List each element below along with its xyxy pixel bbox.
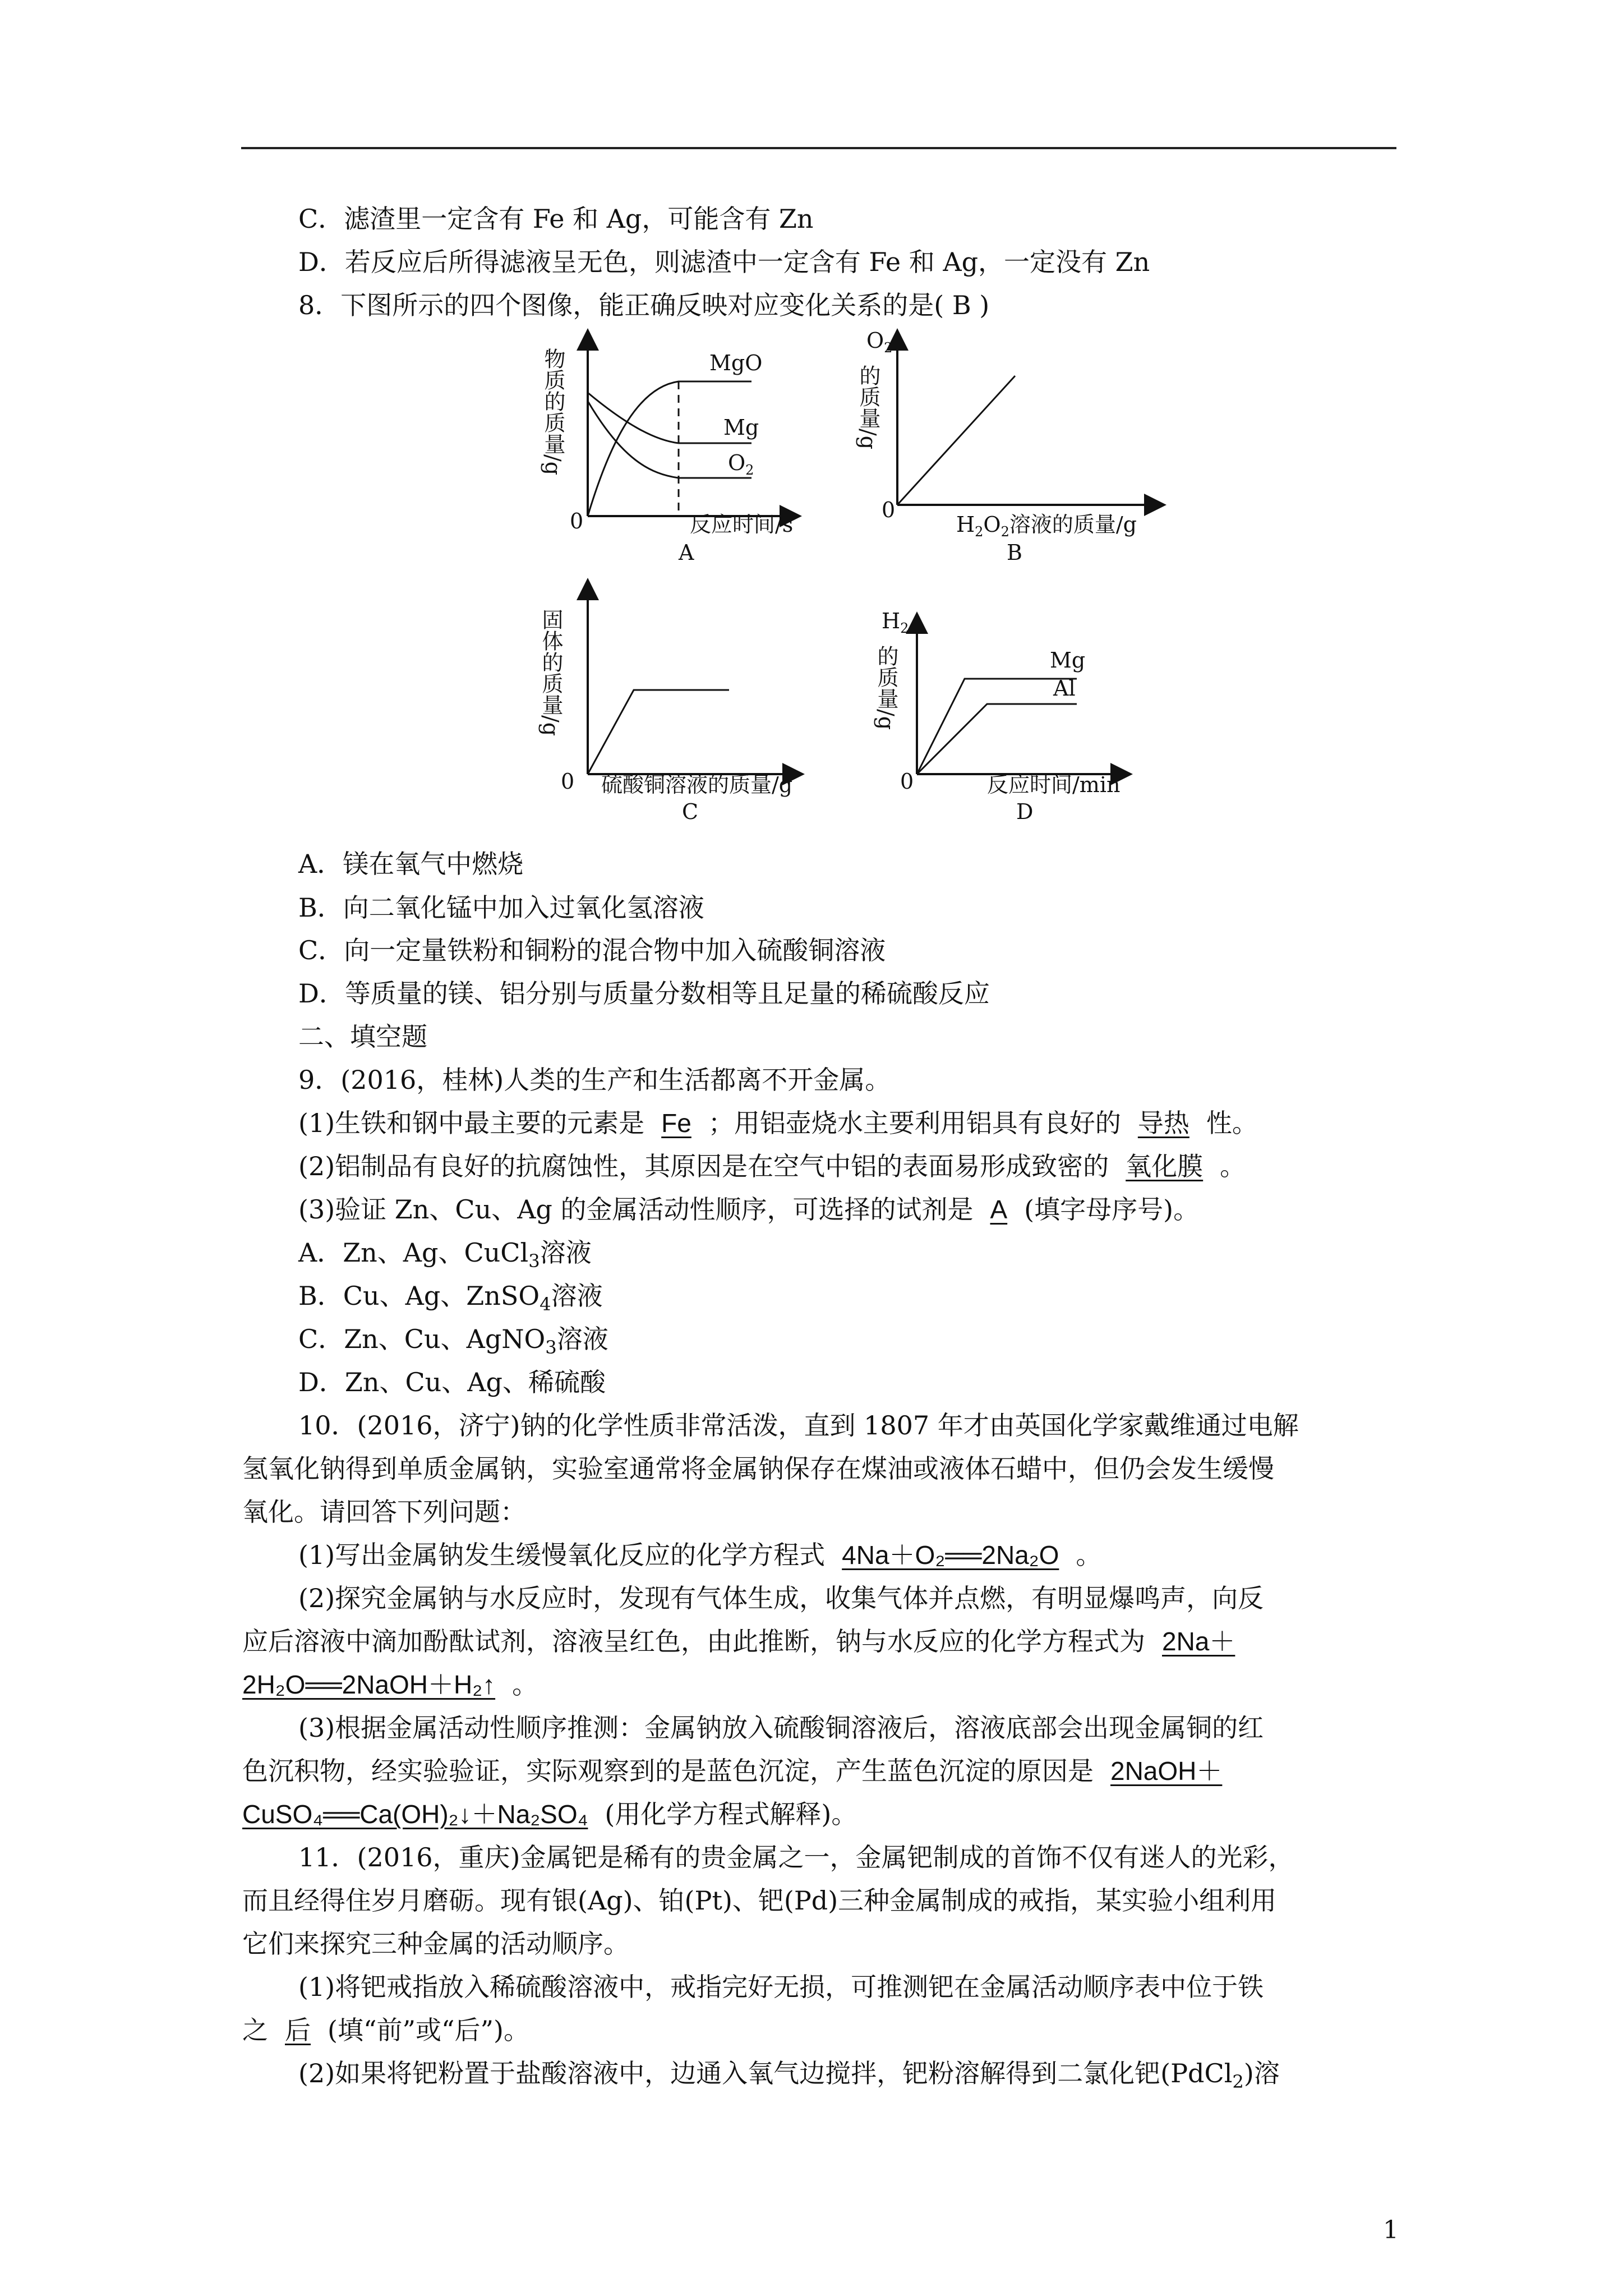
- q11-part1-line2: 之 后 (填“前”或“后”)。: [242, 2015, 529, 2045]
- q9-answer-a: A: [990, 1195, 1008, 1224]
- graph-a-origin: 0: [570, 509, 584, 533]
- q8-option-a: A．镁在氧气中燃烧: [298, 849, 524, 879]
- graph-a-curve-o2: $O_2$: [728, 450, 754, 478]
- q10-part3-line2: 色沉积物，经实验验证，实际观察到的是蓝色沉淀，产生蓝色沉淀的原因是 2NaOH＋: [242, 1754, 1239, 1788]
- q8-stem: 8．下图所示的四个图像，能正确反映对应变化关系的是( B ): [298, 290, 990, 320]
- q10-part3-line1: (3)根据金属活动性顺序推测：金属钠放入硫酸铜溶液后，溶液底部会出现金属铜的红: [298, 1713, 1264, 1743]
- q9-option-a: A．Zn、Ag、CuCl$_3$溶液: [298, 1237, 592, 1272]
- q10-line1: 10．(2016，济宁)钠的化学性质非常活泼，直到 1807 年才由英国化学家戴维通过电解: [298, 1410, 1299, 1441]
- q10-answer2b: 2H₂O══2NaOH＋H₂↑: [242, 1670, 496, 1699]
- q10-answer3a: 2NaOH＋: [1110, 1756, 1223, 1786]
- graph-a-caption: A: [679, 540, 694, 565]
- q11-line3: 它们来探究三种金属的活动顺序。: [242, 1929, 629, 1959]
- q8-graphs: [0, 325, 1623, 830]
- q10-line2: 氢氧化钠得到单质金属钠，实验室通常将金属钠保存在煤油或液体石蜡中，但仍会发生缓慢: [242, 1453, 1274, 1484]
- q11-answer1: 后: [285, 2016, 311, 2045]
- q10-part3-line3: CuSO₄══Ca(OH)₂↓＋Na₂SO₄ (用化学方程式解释)。: [242, 1799, 857, 1829]
- q9-option-b: B．Cu、Ag、ZnSO$_4$溶液: [298, 1281, 603, 1315]
- q10-answer1: 4Na＋O₂══2Na₂O: [842, 1540, 1059, 1570]
- graph-a-xlabel: 反应时间/s: [690, 512, 794, 537]
- graph-b-xlabel: $H_2O_2$溶液的质量/g: [956, 512, 1137, 540]
- graph-d: [874, 609, 1122, 824]
- graph-d-xlabel: 反应时间/min: [987, 772, 1121, 797]
- q9-answer-fe: Fe: [661, 1108, 691, 1138]
- q7-option-d: D．若反应后所得滤液呈无色，则滤渣中一定含有 Fe 和 Ag，一定没有 Zn: [298, 247, 1150, 277]
- q8-option-c: C．向一定量铁粉和铜粉的混合物中加入硫酸铜溶液: [298, 935, 886, 965]
- q10-part1: (1)写出金属钠发生缓慢氧化反应的化学方程式 4Na＋O₂══2Na₂O 。: [298, 1540, 1102, 1570]
- graph-b-ylabel-top: $O_2$: [866, 328, 893, 356]
- q9-answer-heat: 导热: [1137, 1108, 1189, 1138]
- q8-option-d: D．等质量的镁、铝分别与质量分数相等且足量的稀硫酸反应: [298, 978, 990, 1009]
- graph-b-caption: B: [1007, 540, 1022, 565]
- q11-line2: 而且经得住岁月磨砺。现有银(Ag)、铂(Pt)、钯(Pd)三种金属制成的戒指，某实验小组利用: [242, 1885, 1277, 1916]
- graph-a-curve-mg: Mg: [723, 415, 759, 440]
- q9-part2: (2)铝制品有良好的抗腐蚀性，其原因是在空气中铝的表面易形成致密的 氧化膜 。: [298, 1151, 1246, 1181]
- graph-d-curve-al: Al: [1053, 676, 1076, 701]
- graph-c: [538, 589, 794, 824]
- q7-option-c: C．滤渣里一定含有 Fe 和 Ag，可能含有 Zn: [298, 204, 814, 234]
- graph-c-xlabel: 硫酸铜溶液的质量/g: [601, 772, 793, 797]
- header-rule: [241, 147, 1396, 149]
- graph-b-ylabel: 的质量/g: [856, 365, 880, 450]
- q8-option-b: B．向二氧化锰中加入过氧化氢溶液: [298, 892, 704, 923]
- graph-b: [856, 328, 1155, 565]
- q11-part2: (2)如果将钯粉置于盐酸溶液中，边通入氧气边搅拌，钯粉溶解得到二氯化钯(PdCl$_2$)溶: [298, 2058, 1280, 2093]
- graph-d-origin: 0: [900, 769, 914, 794]
- graph-a: [541, 339, 793, 565]
- q9-part3: (3)验证 Zn、Cu、Ag 的金属活动性顺序，可选择的试剂是 A (填字母序号)。: [298, 1194, 1200, 1225]
- graph-d-curve-mg: Mg: [1050, 648, 1086, 673]
- graph-a-curve-mgo: MgO: [709, 351, 763, 375]
- graph-d-ylabel-top: $H_2$: [882, 609, 909, 636]
- q10-part2-line1: (2)探究金属钠与水反应时，发现有气体生成，收集气体并点燃，有明显爆鸣声，向反: [298, 1583, 1264, 1613]
- graph-b-origin: 0: [882, 498, 896, 522]
- page-number: 1: [1383, 2216, 1399, 2244]
- graph-d-ylabel: 的质量/g: [874, 645, 898, 730]
- q9-stem: 9．(2016，桂林)人类的生产和生活都离不开金属。: [298, 1065, 891, 1095]
- q10-part2-line3: 2H₂O══2NaOH＋H₂↑ 。: [242, 1669, 538, 1700]
- q11-line1: 11．(2016，重庆)金属钯是稀有的贵金属之一，金属钯制成的首饰不仅有迷人的光彩，: [298, 1842, 1294, 1872]
- section-heading: 二、填空题: [298, 1022, 427, 1052]
- q9-option-d: D．Zn、Cu、Ag、稀硫酸: [298, 1367, 606, 1397]
- q10-part2-line2: 应后溶液中滴加酚酞试剂，溶液呈红色，由此推断，钠与水反应的化学方程式为 2Na＋: [242, 1625, 1252, 1658]
- q9-part1: (1)生铁和钢中最主要的元素是 Fe ；用铝壶烧水主要利用铝具有良好的 导热 性。: [298, 1108, 1258, 1138]
- q10-line3: 氧化。请回答下列问题：: [242, 1497, 526, 1527]
- graph-d-caption: D: [1016, 799, 1034, 824]
- graph-a-ylabel: 物质的质量/g: [541, 348, 565, 476]
- graph-c-origin: 0: [561, 769, 575, 794]
- graph-c-ylabel: 固体的质量/g: [538, 609, 563, 737]
- q11-part1-line1: (1)将钯戒指放入稀硫酸溶液中，戒指完好无损，可推测钯在金属活动顺序表中位于铁: [298, 1972, 1264, 2002]
- q9-option-c: C．Zn、Cu、AgNO$_3$溶液: [298, 1324, 608, 1359]
- q10-answer2a: 2Na＋: [1162, 1627, 1235, 1656]
- q10-answer3b: CuSO₄══Ca(OH)₂↓＋Na₂SO₄: [242, 1800, 588, 1829]
- graph-c-caption: C: [682, 799, 699, 824]
- q9-answer-film: 氧化膜: [1126, 1152, 1204, 1181]
